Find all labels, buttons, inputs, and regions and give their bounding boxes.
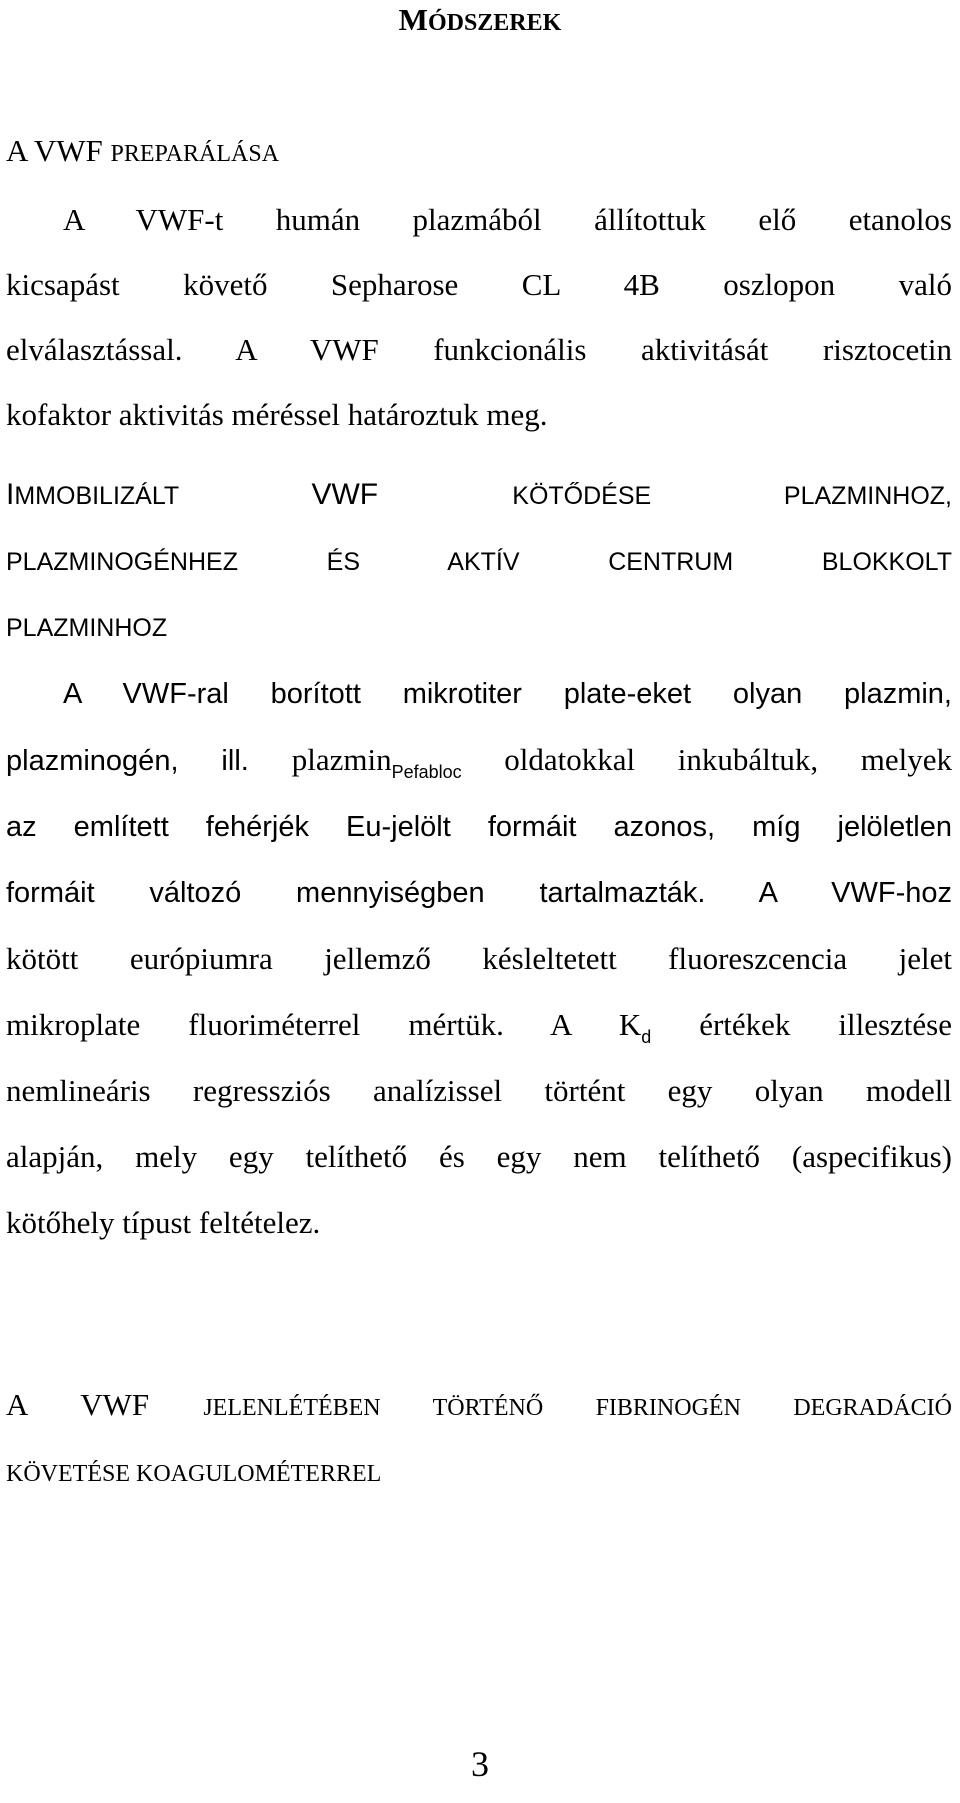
title-rest: ÓDSZEREK	[427, 10, 562, 36]
paragraph-line: A VWF-ral borított mikrotiter plate-eket olyan plazmin,	[63, 678, 952, 710]
section-paragraph	[6, 661, 952, 1256]
paragraph-line: A VWF-t humán plazmából állítottuk elő etanolos	[63, 202, 952, 237]
section-immobilized-vwf	[6, 462, 952, 1256]
paragraph-line: plazminogén, ill. plazmin$_{Pefabloc}$ oldatokkal inkubáltuk, melyek	[6, 742, 952, 782]
paragraph-line: az említett fehérjék Eu-jelölt formáit azonos, míg jelöletlen	[6, 811, 952, 843]
kd-subscript: d	[641, 1027, 652, 1047]
title-initial: M	[398, 2, 428, 37]
section-paragraph	[6, 187, 952, 447]
paragraph-line: alapján, mely egy telíthető és egy nem telíthető (aspecifikus)	[6, 1139, 952, 1174]
paragraph-line: elválasztással. A VWF funkcionális aktivitását risztocetin	[6, 332, 952, 367]
paragraph-line: kötőhely típust feltételez.	[6, 1205, 321, 1240]
section-vwf-preparation	[6, 118, 952, 447]
pefabloc-subscript: Pefabloc	[391, 762, 462, 782]
paragraph-line: kötött európiumra jellemző késleltetett fluoreszcencia jelet	[6, 941, 952, 976]
paragraph-line: nemlineáris regressziós analízissel történt egy olyan modell	[6, 1073, 952, 1108]
heading-line: IMMOBILIZÁLT VWF KÖTŐDÉSE PLAZMINHOZ,	[6, 478, 952, 511]
page-title	[0, 0, 960, 43]
heading-line: PLAZMINOGÉNHEZ ÉS AKTÍV CENTRUM BLOKKOLT	[6, 548, 952, 576]
section-fibrinogen-degradation	[6, 1372, 952, 1507]
paragraph-line: kicsapást követő Sepharose CL 4B oszlopon való	[6, 267, 952, 302]
paragraph-line: kofaktor aktivitás méréssel határoztuk meg.	[6, 397, 548, 432]
section-heading	[6, 462, 952, 661]
paragraph-line: formáit változó mennyiségben tartalmazták. A VWF-hoz	[6, 877, 952, 909]
section-heading: A VWF PREPARÁLÁSA	[6, 133, 280, 168]
paragraph-line: mikroplate fluoriméterrel mértük. A $K_d$ értékek illesztése	[6, 1007, 952, 1047]
section-heading: A VWF JELENLÉTÉBEN TÖRTÉNŐ FIBRINOGÉN DEGRADÁCIÓ KÖVETÉSE KOAGULOMÉTERREL	[6, 1387, 952, 1487]
page-number: 3	[471, 1744, 489, 1784]
heading-line: PLAZMINHOZ	[6, 614, 168, 642]
